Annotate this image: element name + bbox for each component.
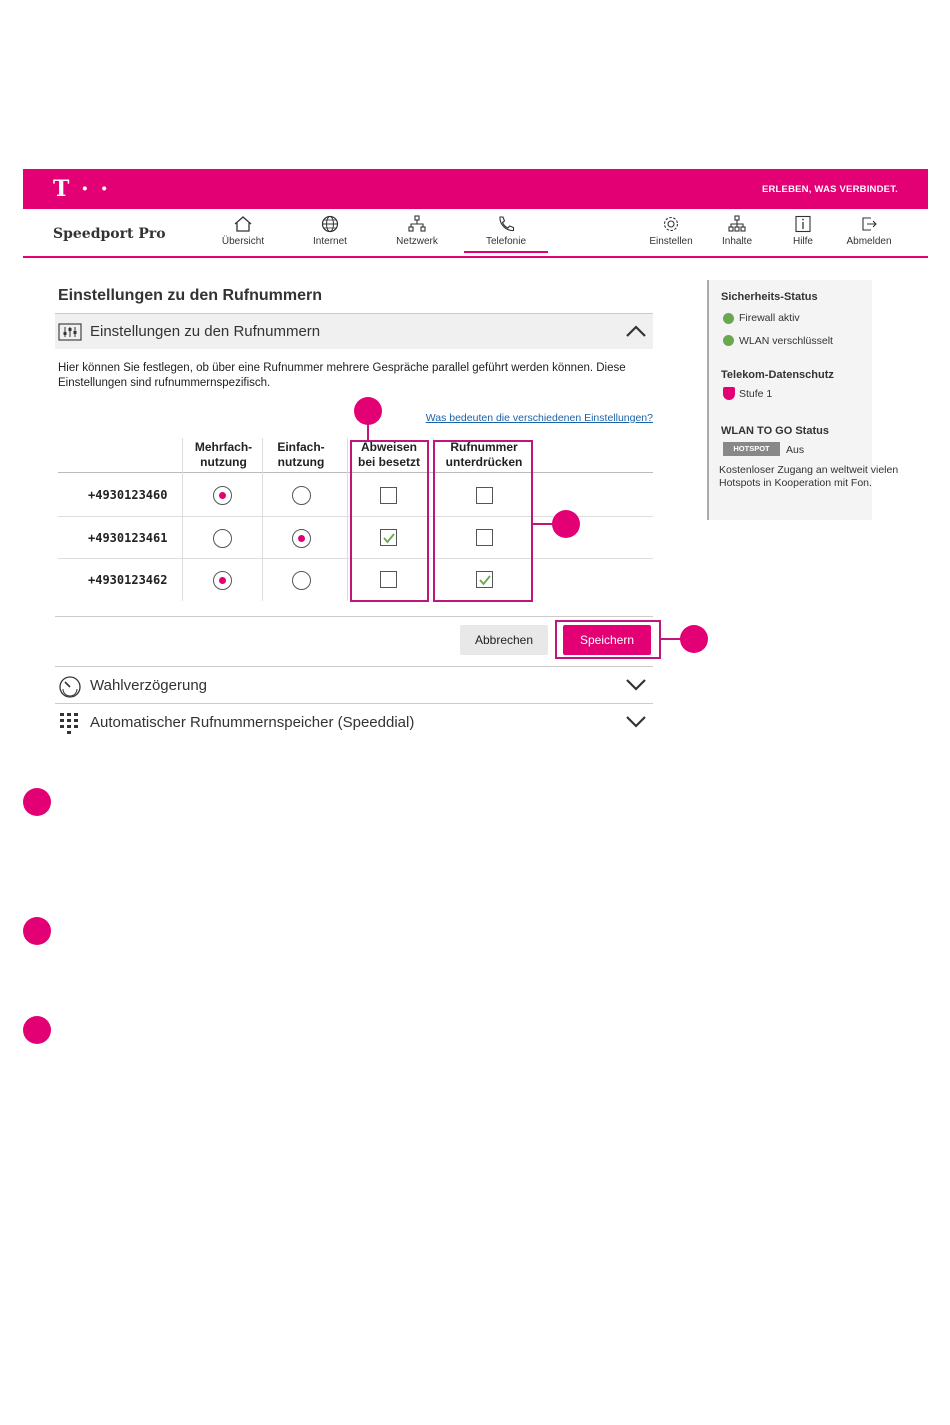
callout-line — [367, 424, 369, 440]
nav-item-abmelden[interactable] — [829, 215, 909, 247]
nav-item-uebersicht[interactable] — [203, 215, 283, 247]
column-header-line: Mehrfach- — [194, 440, 253, 454]
nav-label: Einstellen — [649, 236, 693, 247]
chevron-down-icon[interactable] — [625, 714, 647, 728]
phone-icon — [496, 215, 516, 233]
highlight-unterdruecken-column — [433, 440, 533, 602]
network-icon — [407, 215, 427, 233]
radio-mehrfach-row1[interactable] — [213, 486, 232, 505]
radio-mehrfach-row2[interactable] — [213, 529, 232, 548]
column-header-line: nutzung — [277, 455, 325, 469]
page-title: Einstellungen zu den Rufnummern — [58, 287, 323, 304]
column-header-line: nutzung — [200, 455, 247, 469]
logout-icon — [859, 215, 879, 233]
column-header-line: unterdrücken — [445, 455, 523, 469]
column-divider — [182, 438, 183, 601]
gear-icon — [661, 215, 681, 233]
nav-item-netzwerk[interactable] — [377, 215, 457, 247]
legend-marker — [23, 917, 51, 945]
content-icon — [727, 215, 747, 233]
privacy-level: Stufe 1 — [739, 388, 773, 400]
telekom-logo[interactable]: T · · — [53, 176, 111, 202]
column-header-line: Einfach- — [277, 440, 325, 454]
status-sidebar — [707, 280, 899, 520]
radio-einfach-row3[interactable] — [292, 571, 311, 590]
dial-icon — [58, 675, 82, 699]
security-status-title: Sicherheits-Status — [721, 291, 818, 303]
cancel-button[interactable]: Abbrechen — [460, 625, 548, 655]
nav-label: Netzwerk — [396, 236, 438, 247]
top-brand-bar — [23, 169, 928, 209]
slogan: ERLEBEN, WAS VERBINDET. — [761, 184, 898, 195]
firewall-check-icon — [723, 313, 734, 324]
save-button[interactable]: Speichern — [563, 625, 651, 655]
home-icon — [233, 215, 253, 233]
product-name: Speedport Pro — [53, 226, 166, 242]
main-navigation — [23, 209, 928, 258]
column-header-line: Abweisen — [360, 440, 417, 454]
callout-line — [533, 523, 553, 525]
hotspot-description: Kostenloser Zugang an weltweit vielen Hotspots in Kooperation mit Fon. — [719, 464, 899, 489]
column-header-line: Rufnummer — [450, 440, 518, 454]
keypad-icon — [58, 712, 82, 736]
column-header-einfach — [266, 440, 336, 470]
legend-marker — [23, 1016, 51, 1044]
wlan-check-icon — [723, 335, 734, 346]
highlight-abweisen-column — [350, 440, 429, 602]
privacy-shield-icon — [723, 387, 735, 400]
phone-number: +4930123460 — [88, 488, 168, 502]
accordion-speeddial[interactable] — [55, 703, 653, 740]
hotspot-status: Aus — [786, 444, 805, 456]
button-row-divider — [55, 616, 653, 617]
section-label: Einstellungen zu den Rufnummern — [90, 323, 321, 340]
accordion-label: Wahlverzögerung — [90, 677, 208, 694]
radio-einfach-row2[interactable] — [292, 529, 311, 548]
hotspot-badge: HOTSPOT — [723, 442, 780, 456]
nav-label: Hilfe — [792, 236, 813, 247]
column-header-mehrfach — [186, 440, 261, 470]
phone-number: +4930123462 — [88, 573, 168, 587]
radio-einfach-row1[interactable] — [292, 486, 311, 505]
section-description: Hier können Sie festlegen, ob über eine Rufnummer mehrere Gespräche parallel geführt werden können. Diese Einstellungen sind rufnummernspezifisch. — [58, 362, 626, 389]
globe-icon — [320, 215, 340, 233]
wlan-to-go-title: WLAN TO GO Status — [721, 425, 829, 437]
column-divider — [262, 438, 263, 601]
info-icon — [793, 215, 813, 233]
legend-marker — [23, 788, 51, 816]
privacy-title: Telekom-Datenschutz — [721, 369, 834, 381]
callout-marker — [552, 510, 580, 538]
radio-mehrfach-row3[interactable] — [213, 571, 232, 590]
callout-marker — [354, 397, 382, 425]
nav-label: Inhalte — [721, 236, 753, 247]
chevron-down-icon[interactable] — [625, 677, 647, 691]
firewall-status: Firewall aktiv — [739, 312, 800, 324]
nav-item-telefonie[interactable] — [464, 215, 548, 253]
wlan-status: WLAN verschlüsselt — [739, 335, 833, 347]
nav-label: Abmelden — [846, 236, 892, 247]
sliders-icon — [58, 323, 82, 341]
chevron-up-icon[interactable] — [625, 324, 647, 338]
section-header-rufnummern[interactable] — [55, 313, 653, 349]
column-divider — [347, 438, 348, 601]
highlight-save-button — [555, 620, 661, 659]
nav-label: Telefonie — [485, 236, 527, 247]
accordion-wahlverzoegerung[interactable] — [55, 666, 653, 703]
callout-marker — [680, 625, 708, 653]
nav-label: Internet — [313, 236, 347, 247]
nav-label: Übersicht — [221, 236, 265, 247]
nav-item-internet[interactable] — [290, 215, 370, 247]
column-header-line: bei besetzt — [357, 455, 420, 469]
phone-number: +4930123461 — [88, 531, 168, 545]
accordion-label: Automatischer Rufnummernspeicher (Speeddial) — [90, 714, 415, 731]
help-link[interactable]: Was bedeuten die verschiedenen Einstellungen? — [425, 412, 653, 424]
